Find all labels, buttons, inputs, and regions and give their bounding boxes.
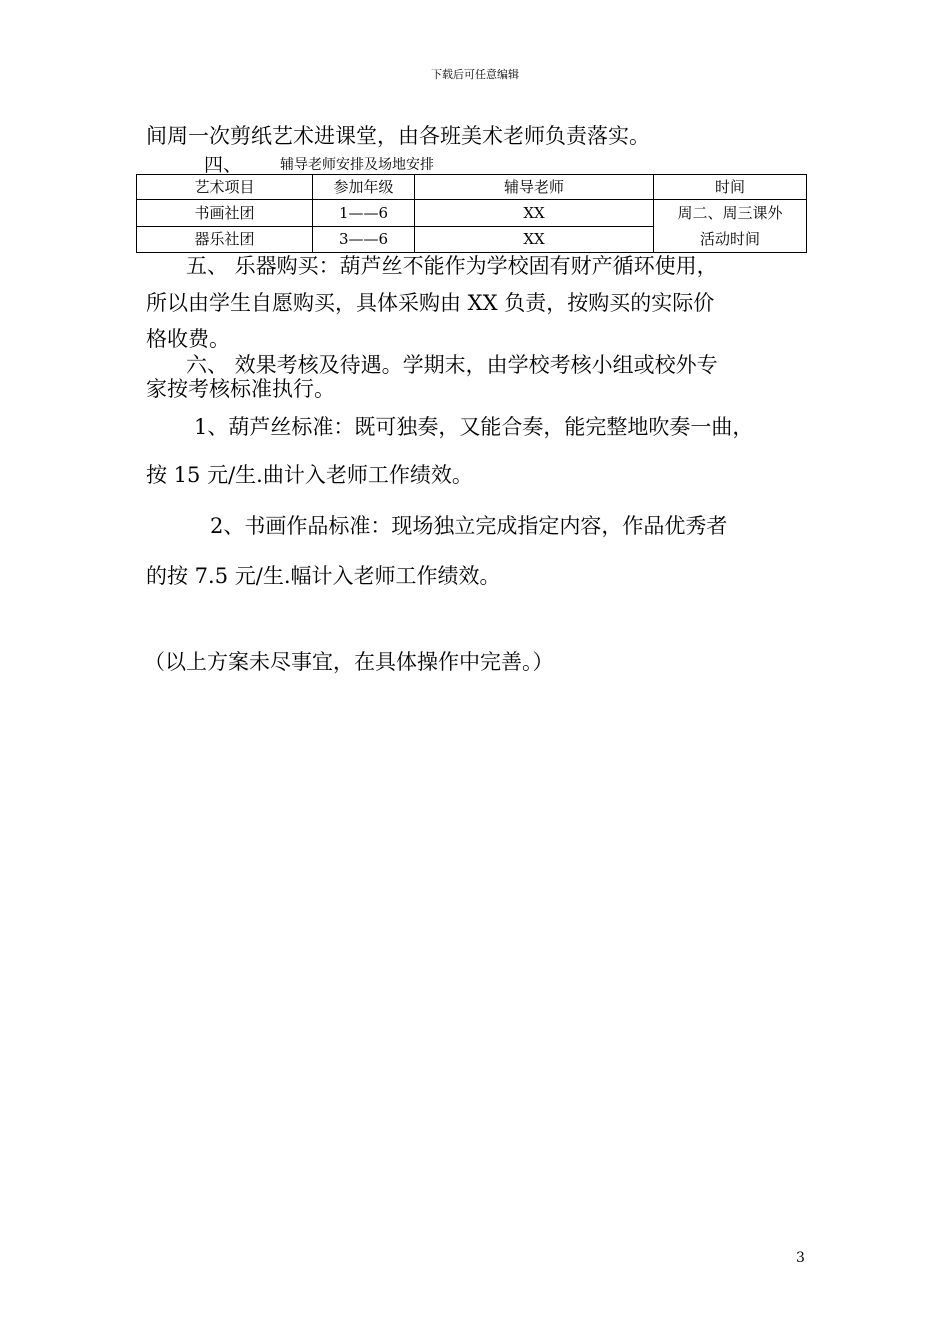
paragraph-line: 六、 效果考核及待遇。学期末，由学校考核小组或校外专 (186, 353, 718, 377)
paragraph-line: 2、书画作品标准：现场独立完成指定内容，作品优秀者 (210, 514, 728, 538)
paragraph-line: 1、葫芦丝标准：既可独奏，又能合奏，能完整地吹奏一曲， (194, 415, 754, 439)
table-cell: XX (415, 226, 654, 253)
table-header-cell: 时间 (654, 175, 807, 200)
table-cell: 书画社团 (137, 200, 313, 227)
section-4-heading (204, 150, 434, 177)
arrangement-table (136, 174, 807, 253)
paragraph-line: 格收费。 (146, 327, 230, 351)
table-cell: XX (415, 200, 654, 227)
time-cell (654, 200, 807, 253)
table-header-cell: 参加年级 (313, 175, 415, 200)
table-header-cell: 辅导老师 (415, 175, 654, 200)
table-row (137, 200, 807, 227)
paragraph-line: 家按考核标准执行。 (146, 377, 335, 401)
time-line: 周二、周三课外 (677, 204, 783, 222)
table-cell: 1——6 (313, 200, 415, 227)
table-header-row (137, 175, 807, 200)
table-header-cell: 艺术项目 (137, 175, 313, 200)
paragraph-line: 五、 乐器购买：葫芦丝不能作为学校固有财产循环使用， (186, 254, 718, 278)
section-title: 辅导老师安排及场地安排 (280, 157, 434, 173)
closing-note: （以上方案未尽事宜，在具体操作中完善。） (144, 650, 554, 674)
table-cell: 器乐社团 (137, 226, 313, 253)
paragraph-line: 的按 7.5 元/生.幅计入老师工作绩效。 (146, 564, 501, 588)
page-number: 3 (796, 1250, 805, 1266)
time-line: 活动时间 (699, 230, 760, 248)
section-number: 四、 (204, 154, 243, 176)
paragraph-line: 所以由学生自愿购买，具体采购由 XX 负责，按购买的实际价 (146, 291, 715, 315)
table-cell: 3——6 (313, 226, 415, 253)
page-header: 下载后可任意编辑 (431, 68, 519, 81)
paragraph-line: 按 15 元/生.曲计入老师工作绩效。 (146, 463, 473, 487)
paragraph-line: 间周一次剪纸艺术进课堂，由各班美术老师负责落实。 (146, 124, 650, 148)
